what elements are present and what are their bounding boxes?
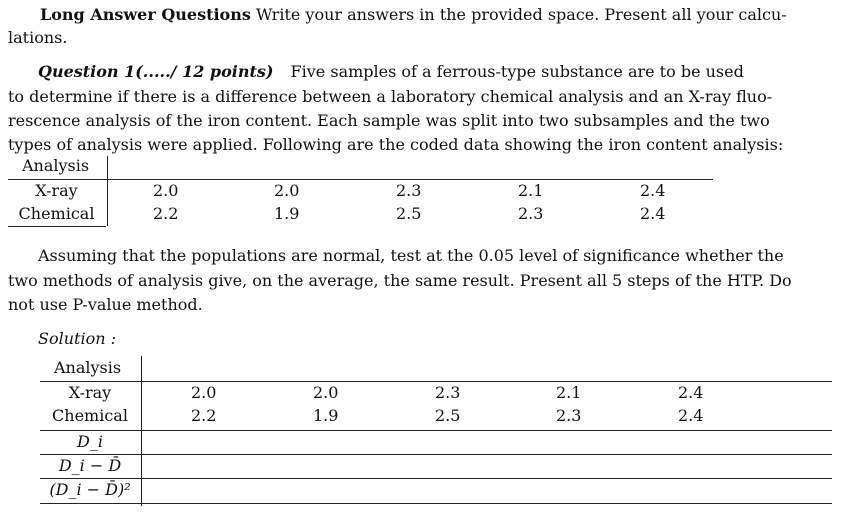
solution-cell: 2.0 bbox=[191, 383, 217, 402]
data-table-row-label: X-ray bbox=[35, 181, 78, 200]
data-table-header: Analysis bbox=[22, 156, 90, 175]
solution-cell: 1.9 bbox=[313, 406, 339, 425]
data-table-cell: 2.3 bbox=[396, 181, 422, 200]
question-label: Question 1(...../ 12 points) bbox=[38, 62, 274, 81]
task-text-1: Assuming that the populations are normal, test at the 0.05 level of significance whether the bbox=[38, 246, 784, 265]
instructions-text: Write your answers in the provided space. Present all your calcu- bbox=[255, 5, 787, 24]
solution-cell: 2.0 bbox=[313, 383, 339, 402]
solution-row-label: (D_i − D̄)² bbox=[49, 480, 131, 499]
instructions-line-1 bbox=[40, 4, 787, 26]
solution-cell: 2.4 bbox=[678, 406, 704, 425]
data-table-cell: 2.0 bbox=[153, 181, 179, 200]
solution-table-rule bbox=[40, 430, 832, 431]
data-table-cell: 1.9 bbox=[274, 204, 300, 223]
instructions-line-2: lations. bbox=[8, 28, 68, 47]
data-table-cell: 2.3 bbox=[518, 204, 544, 223]
question-text-1: Five samples of a ferrous-type substance are to be used bbox=[290, 62, 744, 81]
solution-table-divider-vertical bbox=[141, 356, 142, 506]
solution-table-rule bbox=[40, 454, 832, 455]
data-table-divider-vertical bbox=[107, 156, 108, 226]
task-text-3: not use P-value method. bbox=[8, 295, 203, 314]
solution-row-label: D_i − D̄ bbox=[58, 456, 122, 475]
instructions-heading: Long Answer Questions bbox=[40, 5, 251, 24]
data-table-cell: 2.1 bbox=[518, 181, 544, 200]
data-table-cell: 2.4 bbox=[640, 181, 666, 200]
data-table-row-label: Chemical bbox=[18, 204, 95, 223]
solution-table-rule bbox=[40, 381, 832, 382]
solution-row-label: Chemical bbox=[52, 406, 128, 425]
solution-table-rule bbox=[40, 503, 832, 504]
solution-cell: 2.4 bbox=[678, 383, 704, 402]
task-text-2: two methods of analysis give, on the average, the same result. Present all 5 steps of the HTP. Do bbox=[8, 271, 792, 290]
solution-row-label: X-ray bbox=[68, 383, 112, 402]
data-table-cell: 2.5 bbox=[396, 204, 422, 223]
solution-label: Solution : bbox=[38, 329, 116, 348]
solution-cell: 2.5 bbox=[435, 406, 461, 425]
question-text-2: to determine if there is a difference between a laboratory chemical analysis and an X-ray fluo- bbox=[8, 87, 773, 106]
solution-table-header: Analysis bbox=[54, 358, 122, 377]
solution-cell: 2.2 bbox=[191, 406, 217, 425]
solution-row-label: D_i bbox=[77, 432, 103, 451]
question-text-4: types of analysis were applied. Following are the coded data showing the iron content analysis: bbox=[8, 135, 784, 154]
data-table-cell: 2.0 bbox=[274, 181, 300, 200]
data-table-rule-bottom bbox=[8, 226, 106, 227]
question-line-1 bbox=[38, 61, 744, 83]
data-table-cell: 2.2 bbox=[153, 204, 179, 223]
data-table-cell: 2.4 bbox=[640, 204, 666, 223]
data-table-rule-top bbox=[8, 179, 713, 180]
solution-table-rule bbox=[40, 478, 832, 479]
solution-cell: 2.1 bbox=[556, 383, 582, 402]
question-text-3: rescence analysis of the iron content. Each sample was split into two subsamples and the two bbox=[8, 111, 770, 130]
solution-cell: 2.3 bbox=[435, 383, 461, 402]
solution-cell: 2.3 bbox=[556, 406, 582, 425]
